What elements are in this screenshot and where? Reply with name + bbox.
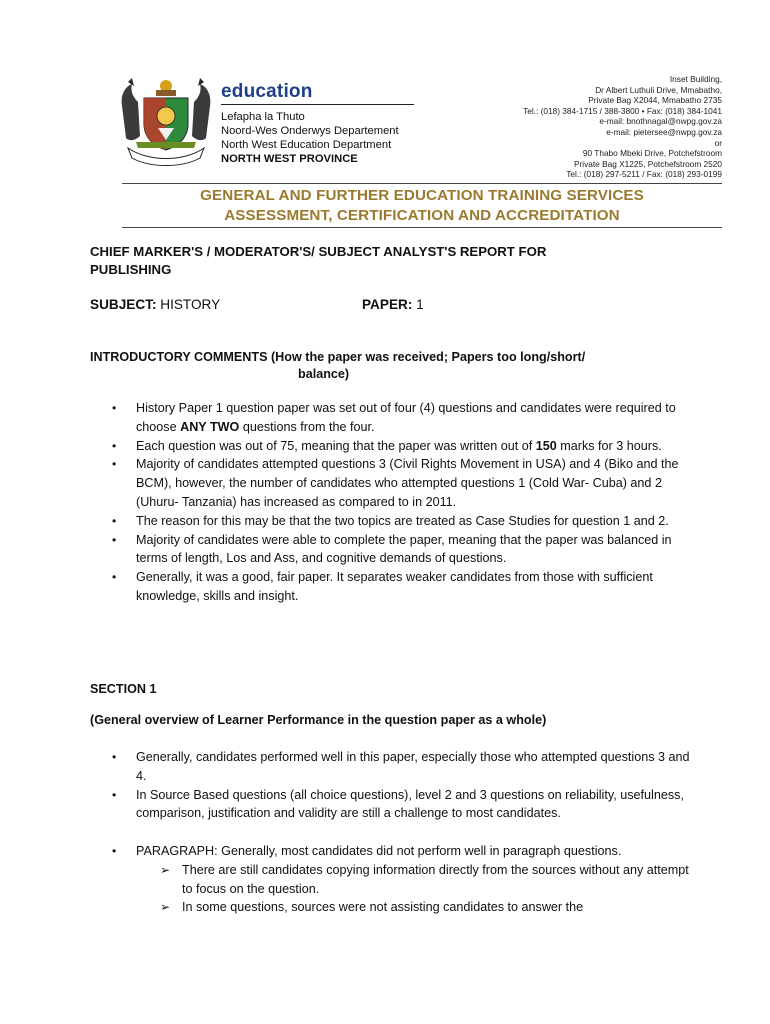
department-line-1: GENERAL AND FURTHER EDUCATION TRAINING SERVICES xyxy=(200,187,644,204)
report-title xyxy=(90,243,650,279)
bullet-text: Generally, candidates performed well in this paper, especially those who attempted questions 3 and 4. xyxy=(136,750,690,783)
bullet-text: Majority of candidates attempted questions 3 (Civil Rights Movement in USA) and 4 (Biko and the BCM), however, the number of candidates who attempted questions 1 (Cold War- Cuba) and 2 (Uhuru- Tanzania) has increased as compared to in 2011. xyxy=(136,457,679,509)
subject-label: SUBJECT: xyxy=(90,297,157,312)
coat-of-arms-logo xyxy=(118,76,214,168)
address-line: Private Bag X1225, Potchefstroom 2520 xyxy=(573,158,722,169)
address-block xyxy=(523,74,722,180)
list-item xyxy=(90,748,690,786)
header-divider-top xyxy=(122,183,722,184)
address-line: Tel.: (018) 297-5211 / Fax: (018) 293-0199 xyxy=(566,169,722,180)
bullet-text: marks for 3 hours. xyxy=(556,438,662,453)
list-item xyxy=(90,568,690,606)
list-item xyxy=(90,842,690,917)
address-line: Inset Building, xyxy=(669,74,722,84)
section-bullet-list xyxy=(90,748,690,823)
bullet-text: Each question was out of 75, meaning that the paper was written out of xyxy=(136,438,536,453)
section-heading: SECTION 1 xyxy=(90,682,157,696)
address-line: or xyxy=(714,137,722,148)
intro-heading-line-1: INTRODUCTORY COMMENTS (How the paper was received; Papers too long/short/ xyxy=(90,350,586,364)
list-item xyxy=(136,861,690,899)
bullet-bold-text: 150 xyxy=(535,438,557,453)
address-line: Dr Albert Luthuli Drive, Mmabatho, xyxy=(595,84,722,95)
subpoint-text: There are still candidates copying information directly from the sources without any attempt to focus on the question. xyxy=(182,862,689,896)
bullet-icon: • xyxy=(112,844,117,858)
report-title-line-1: CHIEF MARKER'S / MODERATOR'S/ SUBJECT ANALYST'S REPORT FOR xyxy=(90,244,547,259)
department-line-2: ASSESSMENT, CERTIFICATION AND ACCREDITATION xyxy=(224,207,620,224)
bullet-icon: • xyxy=(112,438,117,453)
intro-bullet-list xyxy=(90,399,690,606)
address-line: e-mail: pietersee@nwpg.gov.za xyxy=(606,126,722,137)
bullet-bold-text: ANY TWO xyxy=(180,419,240,434)
paragraph-bullet-list xyxy=(90,842,690,917)
address-line: 90 Thabo Mbeki Drive, Potchefstroom xyxy=(582,148,722,159)
intro-heading-line-2: balance) xyxy=(298,367,350,381)
bullet-icon: • xyxy=(112,532,117,547)
bullet-icon: • xyxy=(112,513,117,528)
bullet-text: History Paper 1 question paper was set out of four (4) questions and candidates were required to choose xyxy=(136,401,676,434)
section-overview-heading: (General overview of Learner Performance in the question paper as a whole) xyxy=(90,713,547,727)
paper-value: 1 xyxy=(416,297,424,312)
bullet-icon: • xyxy=(112,787,117,802)
list-item xyxy=(90,399,690,437)
brand-line-1: Lefapha la Thuto xyxy=(221,111,305,123)
list-item xyxy=(90,786,690,824)
brand-rule xyxy=(221,104,414,105)
brand-name: education xyxy=(221,81,313,102)
report-title-line-2: PUBLISHING xyxy=(90,262,172,277)
bullet-icon: • xyxy=(112,457,117,472)
arrow-bullet-icon: ➢ xyxy=(160,862,171,877)
bullet-icon: • xyxy=(112,750,117,764)
header-divider-bottom xyxy=(122,227,722,228)
list-item xyxy=(90,531,690,569)
brand-block xyxy=(221,82,416,166)
bullet-text: questions from the four. xyxy=(239,419,375,434)
list-item xyxy=(136,898,690,917)
arrow-bullet-icon: ➢ xyxy=(160,900,171,915)
intro-heading xyxy=(90,349,650,383)
bullet-text: PARAGRAPH: Generally, most candidates did not perform well in paragraph questions. xyxy=(136,844,622,858)
bullet-icon: • xyxy=(112,401,117,415)
paragraph-subpoint-list xyxy=(136,861,690,917)
address-line: e-mail: bnothnagal@nwpg.gov.za xyxy=(599,116,722,127)
bullet-text: Generally, it was a good, fair paper. It separates weaker candidates from those with sufficient knowledge, skills and insight. xyxy=(136,570,653,603)
subject-field xyxy=(90,297,220,312)
bullet-text: The reason for this may be that the two topics are treated as Case Studies for question 1 and 2. xyxy=(136,513,669,528)
bullet-text: Majority of candidates were able to complete the paper, meaning that the paper was balanced in terms of length, Los and Ass, and cognitive demands of questions. xyxy=(136,532,672,566)
list-item xyxy=(90,437,690,456)
subject-value: HISTORY xyxy=(160,297,221,312)
brand-line-2: Noord-Wes Onderwys Departement xyxy=(221,125,399,137)
address-line: Tel.: (018) 384-1715 / 388-3800 • Fax: (018) 384-1041 xyxy=(523,105,722,116)
address-line: Private Bag X2044, Mmabatho 2735 xyxy=(588,95,722,106)
bullet-icon: • xyxy=(112,570,117,585)
list-item xyxy=(90,512,690,531)
brand-line-3: North West Education Department xyxy=(221,139,392,151)
bullet-text: In Source Based questions (all choice questions), level 2 and 3 questions on reliability, usefulness, comparison, justification and validity are still a challenge to most candidates. xyxy=(136,787,684,821)
paper-field xyxy=(362,297,424,312)
brand-line-4: NORTH WEST PROVINCE xyxy=(221,153,358,165)
subpoint-text: In some questions, sources were not assisting candidates to answer the xyxy=(182,900,584,915)
list-item xyxy=(90,455,690,511)
paper-label: PAPER: xyxy=(362,297,413,312)
department-heading xyxy=(122,186,722,226)
